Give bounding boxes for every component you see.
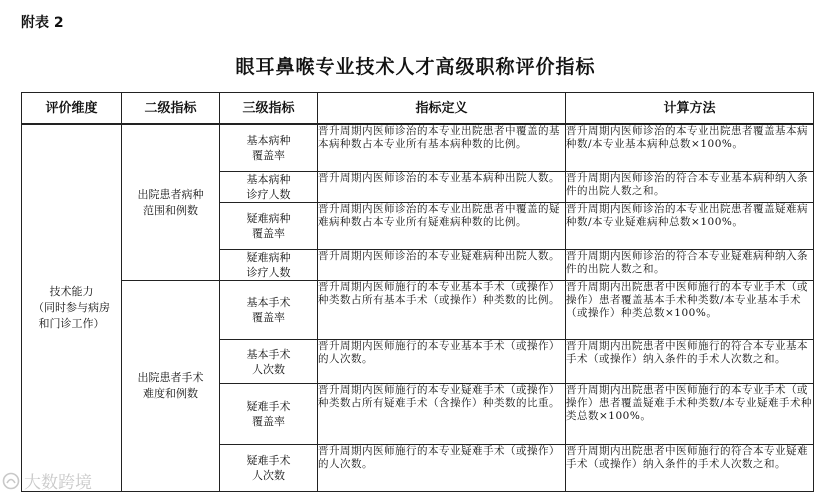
definition-cell: 晋升周期内医师诊治的本专业出院患者中覆盖的基本病种数占本专业所有基本病种数的比例。 xyxy=(318,124,566,172)
tertiary-indicator-cell: 疑难手术 覆盖率 xyxy=(220,384,318,445)
column-header: 计算方法 xyxy=(566,93,814,125)
column-header: 二级指标 xyxy=(122,93,220,125)
tertiary-indicator-cell: 疑难病种 覆盖率 xyxy=(220,203,318,250)
tertiary-indicator-cell: 基本手术 人次数 xyxy=(220,340,318,384)
method-cell: 晋升周期内出院患者中医师施行的本专业手术（或操作）患者覆盖基本手术种类数/本专业基本手术（或操作）种类总数×100%。 xyxy=(566,281,814,340)
tertiary-indicator-cell: 基本病种 诊疗人数 xyxy=(220,172,318,203)
tertiary-indicator-cell: 基本病种 覆盖率 xyxy=(220,124,318,172)
definition-cell: 晋升周期内医师施行的本专业疑难手术（或操作）的人次数。 xyxy=(318,445,566,492)
tertiary-indicator-cell: 疑难手术 人次数 xyxy=(220,445,318,492)
definition-cell: 晋升周期内医师施行的本专业疑难手术（或操作）种类数占所有疑难手术（含操作）种类数的比重。 xyxy=(318,384,566,445)
column-header: 三级指标 xyxy=(220,93,318,125)
definition-cell: 晋升周期内医师施行的本专业基本手术（或操作）的人次数。 xyxy=(318,340,566,384)
tertiary-indicator-cell: 疑难病种 诊疗人数 xyxy=(220,250,318,281)
definition-cell: 晋升周期内医师诊治的本专业出院患者中覆盖的疑难病种数占本专业所有疑难病种数的比例。 xyxy=(318,203,566,250)
dimension-cell: 技术能力 （同时参与病房 和门诊工作） xyxy=(22,124,122,492)
indicator-table xyxy=(21,92,814,492)
method-cell: 晋升周期内医师诊治的符合本专业基本病种纳入条件的出院人数之和。 xyxy=(566,172,814,203)
table-row xyxy=(22,124,814,172)
definition-cell: 晋升周期内医师诊治的本专业疑难病种出院人数。 xyxy=(318,250,566,281)
secondary-indicator-cell: 出院患者手术 难度和例数 xyxy=(122,281,220,492)
table-row xyxy=(22,281,814,340)
method-cell: 晋升周期内出院患者中医师施行的符合本专业疑难手术（或操作）纳入条件的手术人次数之和。 xyxy=(566,445,814,492)
document-title: 眼耳鼻喉专业技术人才高级职称评价指标 xyxy=(235,56,596,78)
column-header: 指标定义 xyxy=(318,93,566,125)
attachment-label: 附表 2 xyxy=(21,15,64,31)
method-cell: 晋升周期内出院患者中医师施行的符合本专业基本手术（或操作）纳入条件的手术人次数之和。 xyxy=(566,340,814,384)
method-cell: 晋升周期内出院患者中医师施行的本专业手术（或操作）患者覆盖疑难手术种类数/本专业疑难手术种类总数×100%。 xyxy=(566,384,814,445)
column-header: 评价维度 xyxy=(22,93,122,125)
watermark-text: 大数跨境 xyxy=(24,473,92,493)
brand-logo-icon xyxy=(2,472,20,490)
watermark xyxy=(2,468,92,493)
method-cell: 晋升周期内医师诊治的本专业出院患者覆盖疑难病种数/本专业疑难病种总数×100%。 xyxy=(566,203,814,250)
method-cell: 晋升周期内医师诊治的本专业出院患者覆盖基本病种数/本专业基本病种总数×100%。 xyxy=(566,124,814,172)
tertiary-indicator-cell: 基本手术 覆盖率 xyxy=(220,281,318,340)
table-header-row xyxy=(22,93,814,125)
secondary-indicator-cell: 出院患者病种 范围和例数 xyxy=(122,124,220,281)
definition-cell: 晋升周期内医师诊治的本专业基本病种出院人数。 xyxy=(318,172,566,203)
method-cell: 晋升周期内医师诊治的符合本专业疑难病种纳入条件的出院人数之和。 xyxy=(566,250,814,281)
definition-cell: 晋升周期内医师施行的本专业基本手术（或操作）种类数占所有基本手术（或操作）种类数的比例。 xyxy=(318,281,566,340)
